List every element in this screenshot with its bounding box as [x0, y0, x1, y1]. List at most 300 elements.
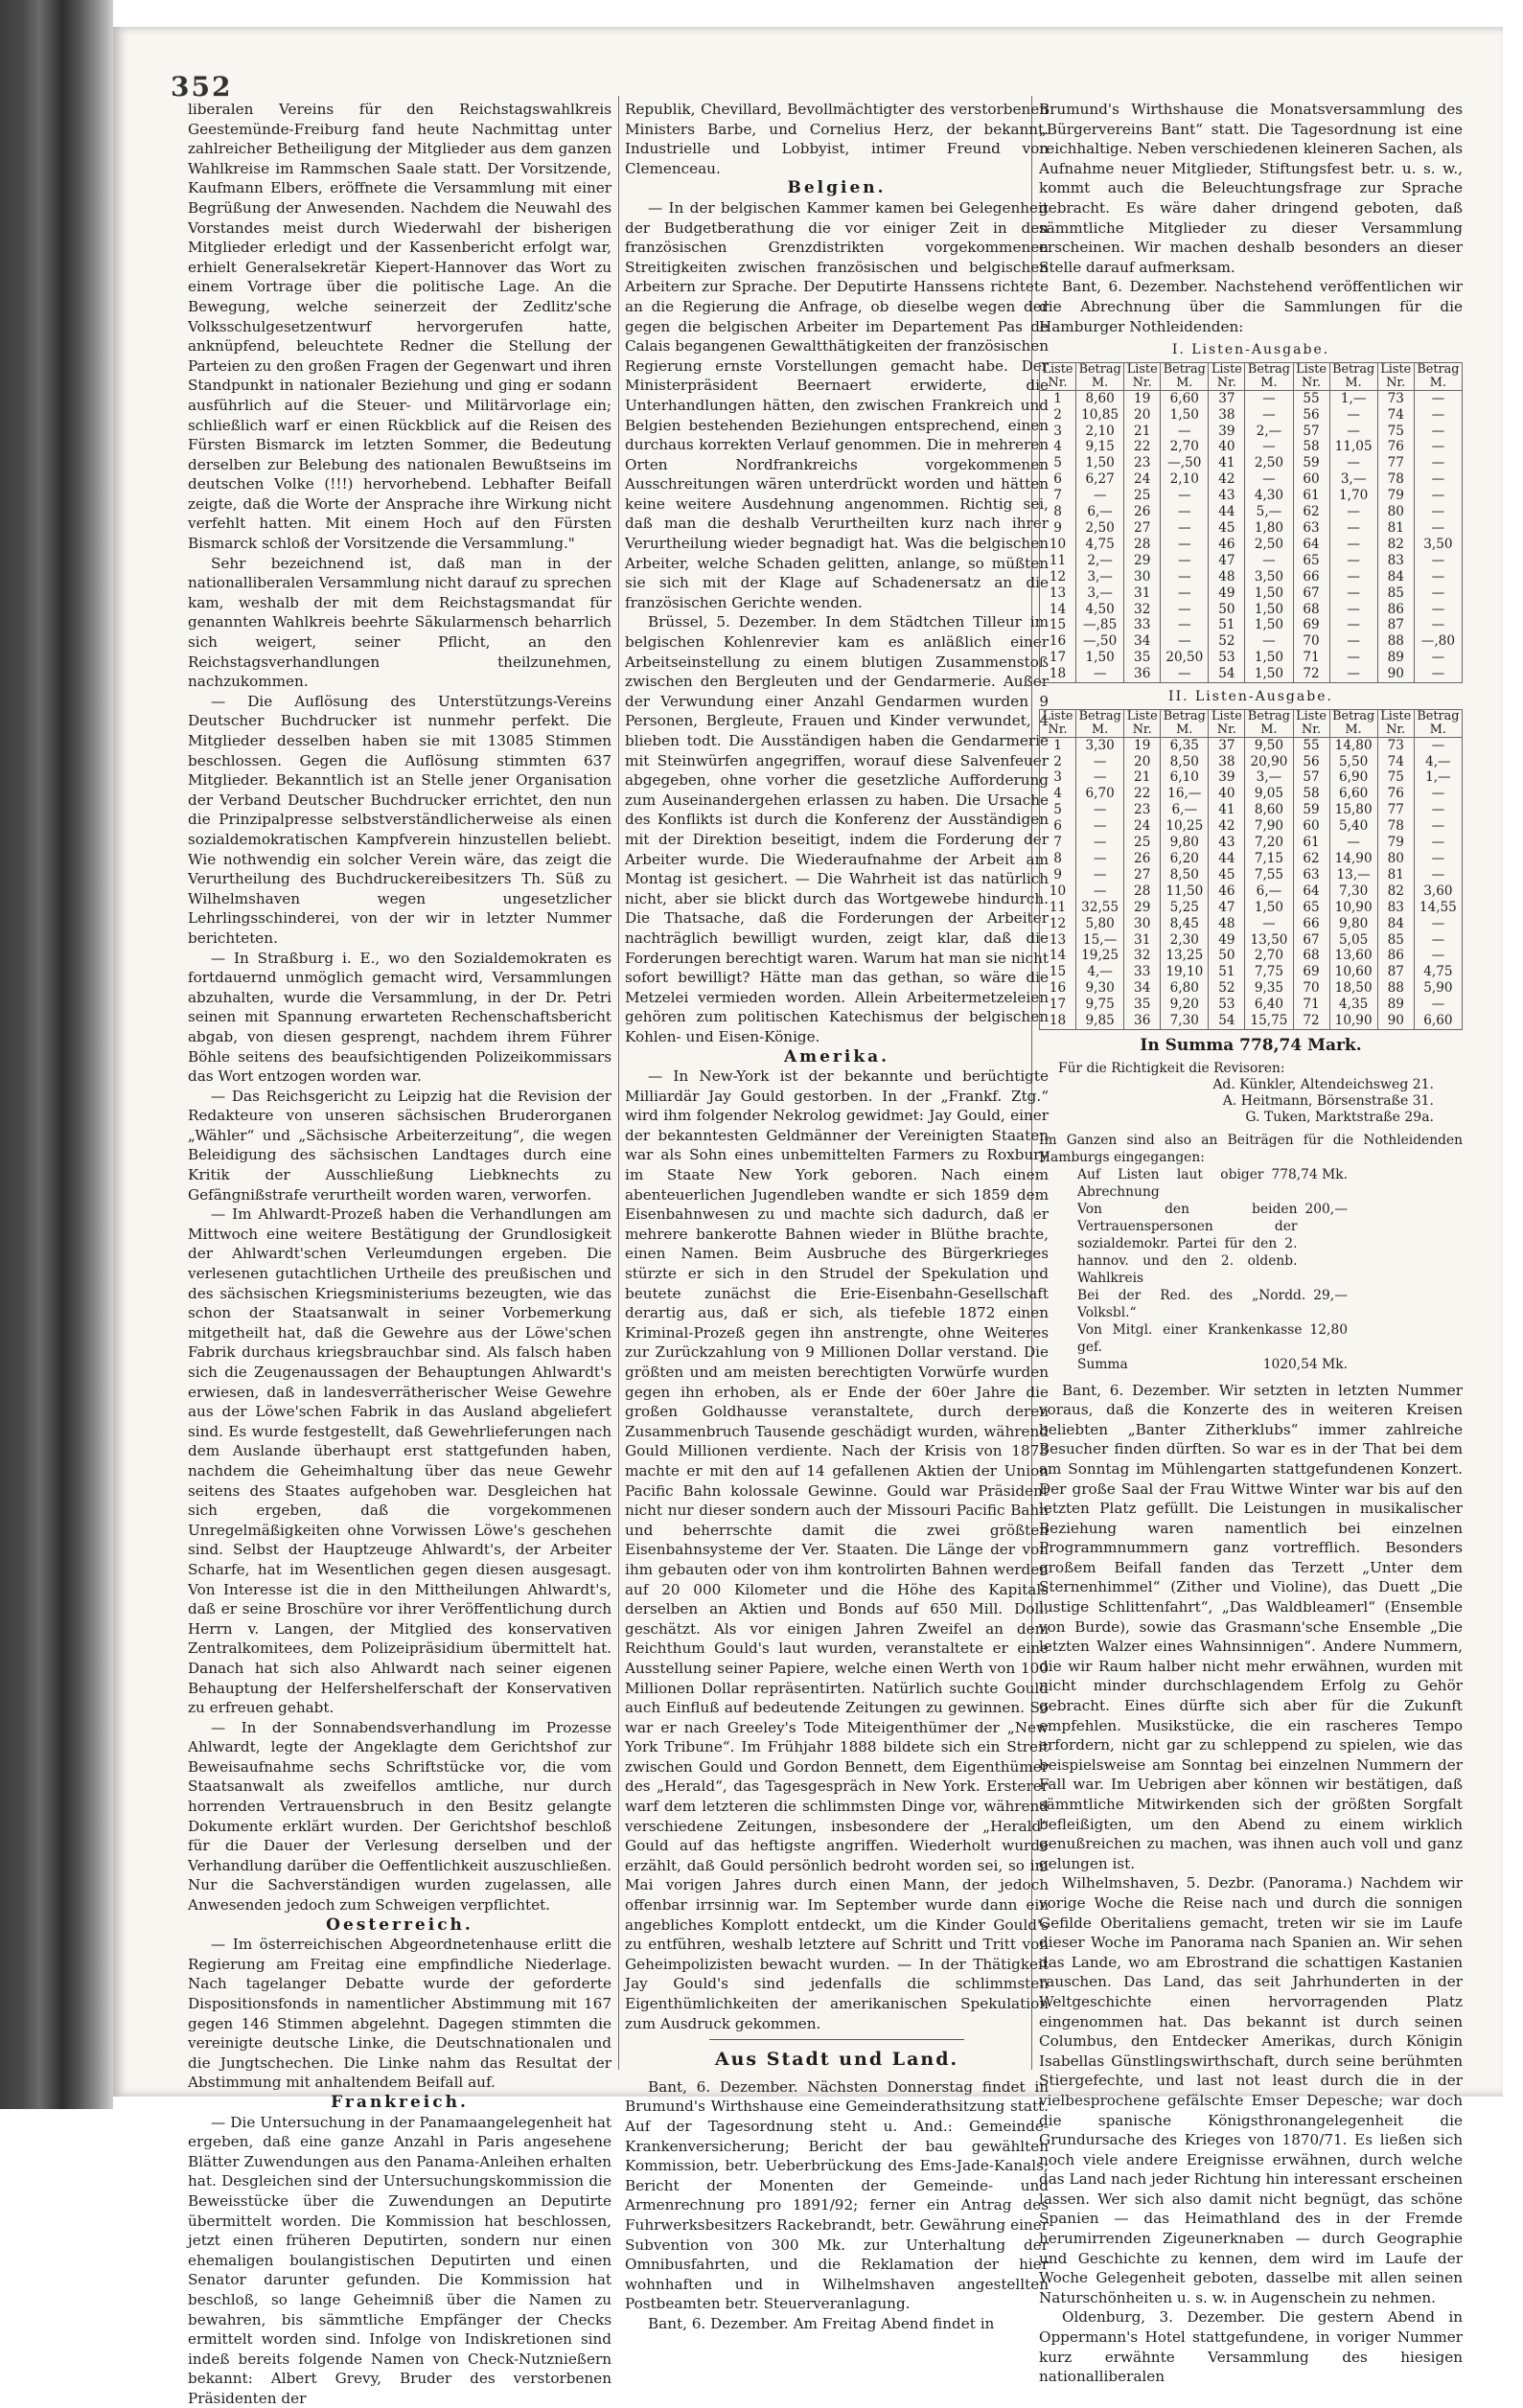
table-row — [1040, 851, 1463, 867]
table-cell: 6 — [1040, 818, 1076, 835]
table-cell: 46 — [1209, 537, 1245, 553]
table-cell: 27 — [1124, 520, 1161, 537]
table-cell: 26 — [1124, 504, 1161, 520]
table-cell: — — [1414, 818, 1462, 835]
table-cell: 36 — [1124, 666, 1161, 682]
table-cell: 5,40 — [1329, 818, 1377, 835]
section-heading-austria: Oesterreich. — [326, 1915, 473, 1935]
table-cell: 4,75 — [1414, 964, 1462, 980]
table-header: Liste Nr. — [1124, 709, 1161, 737]
table-cell: 86 — [1377, 948, 1414, 964]
table-cell: 14,80 — [1329, 737, 1377, 753]
table-cell: 44 — [1209, 851, 1245, 867]
table-row — [1040, 471, 1463, 488]
table-cell: 11,05 — [1329, 439, 1377, 455]
table-cell: — — [1161, 617, 1209, 633]
table-cell: — — [1414, 948, 1462, 964]
table-cell: 85 — [1377, 932, 1414, 949]
table-cell: 7,15 — [1245, 851, 1293, 867]
table-cell: 43 — [1209, 835, 1245, 851]
table-cell: 1 — [1040, 737, 1076, 753]
table-row — [1040, 407, 1463, 424]
table-cell: 13,60 — [1329, 948, 1377, 964]
table-cell: 77 — [1377, 455, 1414, 471]
table-row — [1040, 617, 1463, 633]
ledger — [1039, 1166, 1463, 1373]
table-cell: 6,— — [1076, 504, 1124, 520]
table-cell: 10 — [1040, 883, 1076, 900]
table-cell: 29 — [1124, 553, 1161, 569]
ledger-row — [1039, 1201, 1463, 1287]
table-cell: 9,50 — [1245, 737, 1293, 753]
table-header: Liste Nr. — [1124, 362, 1161, 390]
table-cell: 9 — [1040, 867, 1076, 883]
table-cell: 69 — [1293, 964, 1329, 980]
article-paragraph: Bant, 6. Dezember. Nächsten Donnerstag findet in Brumund's Wirthshause eine Gemeinderathsitzung statt. Auf der Tagesordnung steht u. And.: Gemeinde-Krankenversicherung; Bericht der bau gewählten Kommission, betr. Ueberbrückung des Ems-Jade-Kanals; Bericht der Monenten der Gemeinde- und Armenrechnung pro 1891/92; ferner ein Antrag des Fuhrwerksbesitzers Rackebrandt, betr. Gewährung einer Subvention von 300 Mk. zur Unterhaltung der Omnibusfahrten, und die Reklamation der hier wohnhaften und in Wilhelmshaven angestellten Postbeamten betr. Steuerveranlagung. — [625, 2077, 1049, 2313]
table-cell: 13 — [1040, 585, 1076, 602]
table-cell: 45 — [1209, 867, 1245, 883]
table-cell: 69 — [1293, 617, 1329, 633]
table-cell: 51 — [1209, 964, 1245, 980]
table-cell: 65 — [1293, 553, 1329, 569]
table-cell: 10,60 — [1329, 964, 1377, 980]
table-cell: 76 — [1377, 786, 1414, 802]
signer: A. Heitmann, Börsenstraße 31. — [1222, 1092, 1434, 1109]
table-cell: 1,50 — [1245, 602, 1293, 618]
table-cell: 44 — [1209, 504, 1245, 520]
table-cell: — — [1076, 835, 1124, 851]
table-row — [1040, 786, 1463, 802]
table-cell: — — [1414, 666, 1462, 682]
table-cell: 19 — [1124, 737, 1161, 753]
table-header: Liste Nr. — [1040, 709, 1076, 737]
table-cell: 14,90 — [1329, 851, 1377, 867]
table-cell: 67 — [1293, 585, 1329, 602]
table-cell: — — [1161, 553, 1209, 569]
table-row — [1040, 997, 1463, 1013]
column-right — [1039, 100, 1463, 2386]
table-cell: — — [1414, 569, 1462, 585]
table-cell: 2,70 — [1161, 439, 1209, 455]
table-cell: 1,50 — [1245, 585, 1293, 602]
table-cell: 41 — [1209, 802, 1245, 818]
table-cell: 1,— — [1414, 769, 1462, 786]
ledger-row — [1039, 1287, 1463, 1321]
table-cell: 15,80 — [1329, 802, 1377, 818]
table-cell: 90 — [1377, 1013, 1414, 1029]
verification-note: Für die Richtigkeit die Revisoren: — [1058, 1060, 1285, 1076]
table-cell: 15,— — [1076, 932, 1124, 949]
table-cell: — — [1414, 786, 1462, 802]
table-cell: 10,90 — [1329, 1013, 1377, 1029]
table-cell: 9 — [1040, 520, 1076, 537]
table-header: Betrag M. — [1414, 709, 1462, 737]
table-row — [1040, 980, 1463, 997]
table-row — [1040, 553, 1463, 569]
table-cell: 15 — [1040, 964, 1076, 980]
table-cell: — — [1414, 737, 1462, 753]
table-cell: 54 — [1209, 1013, 1245, 1029]
book-binding — [0, 0, 113, 2109]
table-cell: 4,30 — [1245, 488, 1293, 504]
article-paragraph: Sehr bezeichnend ist, daß man in der nationalliberalen Versammlung nicht darauf zu sprechen kam, weshalb der mit dem Reichstagsmandat für genannten Wahlkreis beehrte Säkularmensch beharrlich sich weigert, seiner Pflicht, an den Reichstagsverhandlungen theilzunehmen, nachzukommen. — [188, 554, 612, 691]
table-cell: 74 — [1377, 407, 1414, 424]
table-cell: 9,85 — [1076, 1013, 1124, 1029]
table-cell: 13,25 — [1161, 948, 1209, 964]
article-paragraph: — Die Untersuchung in der Panamaangelegenheit hat ergeben, daß eine ganze Anzahl in Paris angesehene Blätter Zuwendungen aus den Panama-Anleihen erhalten hat. Desgleichen sind der Untersuchungskommission die Beweisstücke über die Zuwendungen an Deputirte übermittelt worden. Die Kommission hat beschlossen, jetzt einen früheren Deputirten, sondern nur einen ehemaligen boulangistischen Deputirten und einen Senator darunter gefunden. Die Kommission hat beschloß, so lange Geheimniß über die Namen zu bewahren, bis sämmtliche Empfänger der Checks ermittelt worden sind. Infolge von Indiskretionen sind indeß bereits folgende Namen von Check-Nutznießern bekannt: Albert Grevy, Bruder des verstorbenen Präsidenten der — [188, 2113, 612, 2407]
article-paragraph: — In New-York ist der bekannte und berüchtigte Milliardär Jay Gould gestorben. In der „Frankf. Ztg.“ wird ihm folgender Nekrolog gewidmet: Jay Gould, einer der bekanntesten Geldmänner der Vereinigten Staaten war als Sohn eines unbemittelten Farmers zu Roxbury im Staate New York geboren. Nach einem abenteuerlichen Jugendleben wandte er sich 1859 dem Eisenbahnwesen zu und machte sich dadurch, daß er mehrere bankerotte Bahnen wieder in Blüthe brachte, einen Namen. Beim Ausbruche des Bürgerkrieges stürzte er sich in den Strudel der Spekulation und beutete zunächst die Erie-Eisenbahn-Gesellschaft derartig aus, daß er sich, als tiefeble 1872 einen Kriminal-Prozeß gegen ihn anstrengte, ohne Weiteres zur Zurückzahlung von 9 Millionen Dollar verstand. Die größten und am meisten berechtigten Vorwürfe wurden gegen ihn erhoben, als er Ende der 60er Jahre die großen Goldhausse veranstaltete, durch deren Zusammenbruch Tausende geschädigt wurden, während Gould Millionen verdiente. Nach der Krisis von 1873 machte er mit den auf 14 gefallenen Aktien der Union Pacific Bahn kolossale Gewinne. Gould war Präsident nicht nur dieser sondern auch der Missouri Pacific Bahn und beherrschte damit die zwei größten Eisenbahnsysteme der Ver. Staaten. Die Länge der von ihm gebauten oder von ihm kontrolirten Bahnen werden auf 20 000 Kilometer und die Höhe des Kapitals derselben an Aktien und Bonds auf 650 Mill. Doll. geschätzt. Als vor einigen Jahren Zweifel an dem Reichthum Gould's laut wurden, veranstaltete er eine Ausstellung seiner Papiere, welche einen Werth von 100 Millionen Dollar repräsentirten. Natürlich suchte Gould auch Einfluß auf bedeutende Zeitungen zu gewinnen. So war er nach Greeley's Tode Miteigenthümer der „New York Tribune“. Im Frühjahr 1888 bildete sich ein Streit zwischen Gould und Gordon Bennett, dem Eigenthümer des „Herald“, das Tagesgespräch in New York. Ersterer warf dem letzteren die schlimmsten Dinge vor, während verschiedene Zeitungen, insbesondere der „Herald“ Gould auf das heftigste angriffen. Wiederholt wurde erzählt, daß Gould persönlich bedroht worden sei, so im Mai vorigen Jahres durch einen Mann, der jedoch offenbar irrsinnig war. Im September wurde dann ein angebliches Komplott entdeckt, um die Kinder Gould's zu entführen, weshalb letztere auf Schritt und Tritt von Geheimpolizisten bewacht wurden. — In der Thätigkeit Jay Gould's sind jedenfalls die schlimmsten Eigenthümlichkeiten der amerikanischen Spekulation zum Ausdruck gekommen. — [625, 1067, 1049, 2032]
table-cell: — — [1329, 553, 1377, 569]
table-cell: 6,20 — [1161, 851, 1209, 867]
table-cell: 36 — [1124, 1013, 1161, 1029]
table-cell: 48 — [1209, 916, 1245, 932]
table-cell: 52 — [1209, 980, 1245, 997]
table-cell: — — [1414, 851, 1462, 867]
article-paragraph: — Die Auflösung des Unterstützungs-Vereins Deutscher Buchdrucker ist nunmehr perfekt. Die Mitglieder desselben haben sie mit 13085 Stimmen beschlossen. Gegen die Auflösung stimmten 637 Mitglieder. Bekanntlich ist an Stelle jener Organisation der Verband Deutscher Buchdrucker errichtet, den nun die Prinzipalpresse selbstverständlicherweise als einen sozialdemokratischen Kampfverein hinzustellen beliebt. Wie nothwendig ein solcher Verein wäre, das zeigt die Verurtheilung des Buchdruckereibesitzers Th. Süß zu Wilhelmshaven wegen ungesetzlicher Lehrlingsschinderei, von der wir in letzter Nummer berichteten. — [188, 692, 612, 947]
table-cell: 9,05 — [1245, 786, 1293, 802]
table-cell: 60 — [1293, 471, 1329, 488]
table-cell: 20,50 — [1161, 650, 1209, 666]
table-cell: 5,05 — [1329, 932, 1377, 949]
table-cell: — — [1414, 390, 1462, 406]
table-cell: 78 — [1377, 818, 1414, 835]
signer: G. Tuken, Marktstraße 29a. — [1245, 1109, 1434, 1125]
table-cell: 7 — [1040, 835, 1076, 851]
table-cell: 9,35 — [1245, 980, 1293, 997]
table-cell: 81 — [1377, 520, 1414, 537]
table-cell: — — [1414, 488, 1462, 504]
table-cell: 53 — [1209, 997, 1245, 1013]
table-cell: 86 — [1377, 602, 1414, 618]
table-row — [1040, 504, 1463, 520]
ledger-label: Von Mitgl. einer Krankenkasse gef. — [1077, 1321, 1303, 1355]
table-cell: 5,25 — [1161, 900, 1209, 916]
table-cell: 87 — [1377, 617, 1414, 633]
table-cell: — — [1414, 407, 1462, 424]
table-cell: — — [1414, 504, 1462, 520]
table-cell: 17 — [1040, 997, 1076, 1013]
table-cell: 50 — [1209, 948, 1245, 964]
table-row — [1040, 932, 1463, 949]
table-cell: 19 — [1124, 390, 1161, 406]
table-cell: 74 — [1377, 754, 1414, 770]
table-cell: 1,50 — [1245, 900, 1293, 916]
table-cell: 34 — [1124, 980, 1161, 997]
table-cell: — — [1245, 553, 1293, 569]
table-cell: 61 — [1293, 835, 1329, 851]
table-cell: 3,— — [1245, 769, 1293, 786]
table-row — [1040, 1013, 1463, 1029]
table-cell: 40 — [1209, 439, 1245, 455]
table-cell: 19,25 — [1076, 948, 1124, 964]
table-cell: 34 — [1124, 633, 1161, 650]
table-cell: 71 — [1293, 650, 1329, 666]
table-header: Betrag M. — [1076, 709, 1124, 737]
table-cell: 2,— — [1076, 553, 1124, 569]
table-header: Liste Nr. — [1377, 362, 1414, 390]
table-cell: 1,50 — [1245, 617, 1293, 633]
article-paragraph: — Im Ahlwardt-Prozeß haben die Verhandlungen am Mittwoch eine weitere Bestätigung der Grundlosigkeit der Ahlwardt'schen Verleumdungen ergeben. Die verlesenen gutachtlichen Urtheile des preußischen und des sächsischen Kriegsministeriums bezeugten, wie das schon der Staatsanwalt in seiner Vorbemerkung mitgetheilt hat, daß die Gewehre aus der Löwe'schen Fabrik durchaus kriegsbrauchbar sind. Als falsch haben sich die Zeugenaussagen der Behauptungen Ahlwardt's erwiesen, daß in landesverrätherischer Weise Gewehre aus der Löwe'schen Fabrik in das Ausland abgeliefert sind. Es wurde festgestellt, daß Gewehrlieferungen nach dem Auslande überhaupt erst stattgefunden haben, nachdem die Geheimhaltung über das neue Gewehr seitens des Staates aufgehoben war. Desgleichen hat sich ergeben, daß die vorgekommenen Unregelmäßigkeiten ohne Vorwissen Löwe's geschehen sind. Selbst der Hauptzeuge Ahlwardt's, der Arbeiter Scharfe, hat im Wesentlichen gegen diesen ausgesagt. Von Interesse ist die in den Mittheilungen Ahlwardt's, daß er seine Broschüre vor ihrer Veröffentlichung durch Herrn v. Langen, der Mitglied des konservativen Zentralkomitees, dem Polizeipräsidium übermittelt hat. Danach hat sich also Ahlwardt nach seiner eigenen Behauptung der Helfershelferschaft der Konservativen zu erfreuen gehabt. — [188, 1205, 612, 1717]
article-paragraph: — In der Sonnabendsverhandlung im Prozesse Ahlwardt, legte der Angeklagte dem Gerichtshof zur Beweisaufnahme sechs Schriftstücke vor, die vom Staatsanwalt als zweifellos amtliche, nur durch horrenden Vertrauensbruch in den Besitz gelangte Dokumente erklärt wurden. Der Gerichtshof beschloß für die Dauer der Verlesung derselben und der Verhandlung darüber die Oeffentlichkeit auszuschließen. Nur die Sachverständigen wurden zugelassen, alle Anwesenden jedoch zum Schweigen verpflichtet. — [188, 1718, 612, 1915]
ledger-label: Von den beiden Vertrauenspersonen der sozialdemokr. Partei für den 2. hannov. und den 2. oldenb. Wahlkreis — [1077, 1201, 1298, 1286]
table-cell: 90 — [1377, 666, 1414, 682]
table-cell: — — [1329, 569, 1377, 585]
table-cell: 9,80 — [1329, 916, 1377, 932]
table-cell: 64 — [1293, 883, 1329, 900]
table-row — [1040, 835, 1463, 851]
table-cell: 71 — [1293, 997, 1329, 1013]
table-cell: 78 — [1377, 471, 1414, 488]
table-cell: 5,90 — [1414, 980, 1462, 997]
table-cell: — — [1245, 633, 1293, 650]
table-cell: 57 — [1293, 769, 1329, 786]
table-row — [1040, 424, 1463, 440]
table-cell: — — [1076, 488, 1124, 504]
table-row — [1040, 585, 1463, 602]
table-cell: 6,60 — [1161, 390, 1209, 406]
table-cell: — — [1414, 835, 1462, 851]
table-cell: 68 — [1293, 948, 1329, 964]
table-cell: 35 — [1124, 650, 1161, 666]
table-cell: 16 — [1040, 633, 1076, 650]
table-cell: — — [1329, 504, 1377, 520]
table-cell: — — [1329, 424, 1377, 440]
table-cell: 22 — [1124, 786, 1161, 802]
table-cell: 38 — [1209, 754, 1245, 770]
table-cell: —,50 — [1076, 633, 1124, 650]
table-cell: 21 — [1124, 769, 1161, 786]
table-cell: 16 — [1040, 980, 1076, 997]
table-cell: 64 — [1293, 537, 1329, 553]
table-cell: 5 — [1040, 802, 1076, 818]
table-cell: 8,60 — [1076, 390, 1124, 406]
table-cell: 6,40 — [1245, 997, 1293, 1013]
table-cell: 81 — [1377, 867, 1414, 883]
table-cell: — — [1414, 932, 1462, 949]
table-cell: 11 — [1040, 900, 1076, 916]
table-cell: — — [1414, 455, 1462, 471]
table-cell: 68 — [1293, 602, 1329, 618]
table-cell: 61 — [1293, 488, 1329, 504]
table-cell: 3,60 — [1414, 883, 1462, 900]
table-cell: 6,90 — [1329, 769, 1377, 786]
table-cell: — — [1329, 455, 1377, 471]
table-cell: 19,10 — [1161, 964, 1209, 980]
table-cell: —,80 — [1414, 633, 1462, 650]
table-cell: 6,10 — [1161, 769, 1209, 786]
table-cell: 65 — [1293, 900, 1329, 916]
table-row — [1040, 569, 1463, 585]
table-cell: 10,25 — [1161, 818, 1209, 835]
article-paragraph: — Im österreichischen Abgeordnetenhause erlitt die Regierung am Freitag eine empfindliche Niederlage. Nach tagelanger Debatte wurde der geforderte Dispositionsfonds in namentlicher Abstimmung mit 167 gegen 146 Stimmen abgelehnt. Dagegen stimmten die vereinigte deutsche Linke, die Deutschnationalen und die Jungtschechen. Die Linke nahm das Resultat der Abstimmung mit anhaltendem Beifall auf. — [188, 1936, 612, 2092]
table-cell: 22 — [1124, 439, 1161, 455]
table-cell: 2,50 — [1076, 520, 1124, 537]
table-cell: 2,50 — [1245, 537, 1293, 553]
table-cell: 43 — [1209, 488, 1245, 504]
table-cell: 58 — [1293, 439, 1329, 455]
table-cell: 59 — [1293, 455, 1329, 471]
table-cell: 42 — [1209, 471, 1245, 488]
table-cell: 26 — [1124, 851, 1161, 867]
table-cell: — — [1329, 633, 1377, 650]
table-cell: — — [1329, 617, 1377, 633]
article-paragraph: Brüssel, 5. Dezember. In dem Städtchen Tilleur im belgischen Kohlenrevier kam es anläßlich einer Arbeitseinstellung zu einem blutigen Zusammenstoß zwischen den Bergleuten und der Gendarmerie. Außer der Verwundung einer Anzahl Gendarmen wurden 9 Personen, Bergleute, Frauen und Kinder verwundet, 4 blieben todt. Die Ausständigen haben die Gendarmerie mit Steinwürfen angegriffen, worauf diese Salvenfeuer abgegeben, ohne vorher die gesetzliche Aufforderung zum Auseinandergehen erlassen zu haben. Die Ursache des Konflikts ist durch die Konferenz der Ausständigen mit der Direktion beseitigt, indem die Forderung der Arbeiter wurde. Die Wiederaufnahme der Arbeit am Montag ist gesichert. — Die Wahrheit ist das natürlich nicht, aber sie blickt durch das Wortgewebe hindurch. Die Thatsache, daß die Forderungen der Arbeiter nachträglich bewilligt wurden, zeigt klar, daß die Forderungen berechtigt waren. Warum hat man sie nicht sofort bewilligt? Hätte man das gethan, so wäre die Metzelei vermieden worden. Allein Arbeitermetzeleien gehören zum politischen Katechismus der belgischen Kohlen- und Eisen-Könige. — [625, 613, 1049, 1045]
table-cell: 3,— — [1076, 569, 1124, 585]
table-cell: 1,50 — [1076, 650, 1124, 666]
table-cell: 13,— — [1329, 867, 1377, 883]
table-cell: — — [1414, 553, 1462, 569]
table-cell: 18 — [1040, 666, 1076, 682]
article-paragraph: Brumund's Wirthshause die Monatsversammlung des „Bürgervereins Bant“ statt. Die Tagesordnung ist eine reichhaltige. Neben verschiedenen kleineren Sachen, als Aufnahme neuer Mitglieder, Stiftungsfest betr. u. s. w., kommt auch die Beleuchtungsfrage zur Sprache gebracht. Es wäre daher dringend geboten, daß sämmtliche Mitglieder zu dieser Versammlung erscheinen. Wir machen deshalb besonders an dieser Stelle darauf aufmerksam. — [1039, 101, 1463, 276]
table-cell: — — [1414, 650, 1462, 666]
table-cell: 6,60 — [1329, 786, 1377, 802]
table-header: Liste Nr. — [1209, 709, 1245, 737]
table-cell: 1,80 — [1245, 520, 1293, 537]
ledger-value: 12,80 — [1309, 1321, 1348, 1338]
table-cell: 31 — [1124, 585, 1161, 602]
table-cell: 7,90 — [1245, 818, 1293, 835]
table-cell: 49 — [1209, 932, 1245, 949]
table-cell: 77 — [1377, 802, 1414, 818]
table-cell: 33 — [1124, 964, 1161, 980]
ledger-row — [1039, 1321, 1463, 1356]
table-row — [1040, 602, 1463, 618]
table-cell: — — [1414, 439, 1462, 455]
table-cell: 14 — [1040, 948, 1076, 964]
table-cell: 6,27 — [1076, 471, 1124, 488]
table-cell: 47 — [1209, 553, 1245, 569]
section-heading-local: Aus Stadt und Land. — [714, 2049, 959, 2071]
table-cell: 39 — [1209, 769, 1245, 786]
table-cell: 3,30 — [1076, 737, 1124, 753]
table-cell: —,85 — [1076, 617, 1124, 633]
table-cell: 51 — [1209, 617, 1245, 633]
table-cell: — — [1414, 585, 1462, 602]
table-cell: 80 — [1377, 851, 1414, 867]
table-cell: 6,80 — [1161, 980, 1209, 997]
table-cell: 6,— — [1161, 802, 1209, 818]
table-cell: 8,60 — [1245, 802, 1293, 818]
table-cell: 79 — [1377, 488, 1414, 504]
table-row — [1040, 439, 1463, 455]
table-cell: 12 — [1040, 569, 1076, 585]
table-row — [1040, 964, 1463, 980]
ledger-label: Summa — [1077, 1356, 1128, 1372]
table-row — [1040, 650, 1463, 666]
table-cell: 29 — [1124, 900, 1161, 916]
table-cell: — — [1414, 867, 1462, 883]
column-middle — [625, 100, 1049, 2332]
table-cell: 38 — [1209, 407, 1245, 424]
table-cell: — — [1414, 997, 1462, 1013]
table-cell: 2,— — [1245, 424, 1293, 440]
table-cell: 10 — [1040, 537, 1076, 553]
table-cell: 9,15 — [1076, 439, 1124, 455]
table-cell: — — [1076, 754, 1124, 770]
table-cell: 8 — [1040, 851, 1076, 867]
table-cell: — — [1245, 407, 1293, 424]
table-cell: 83 — [1377, 553, 1414, 569]
table-cell: 23 — [1124, 802, 1161, 818]
donations-table-1 — [1039, 362, 1463, 683]
article-paragraph: Republik, Chevillard, Bevollmächtigter des verstorbenen Ministers Barbe, und Cornelius Herz, der bekannt. Industrielle und Lobbyist, intimer Freund von Clemenceau. — [625, 101, 1049, 177]
table-cell: 15,75 — [1245, 1013, 1293, 1029]
table-row — [1040, 488, 1463, 504]
table-cell: 56 — [1293, 754, 1329, 770]
section-heading-belgium: Belgien. — [787, 178, 887, 198]
table-cell: 23 — [1124, 455, 1161, 471]
table-cell: 13,50 — [1245, 932, 1293, 949]
table-cell: 62 — [1293, 504, 1329, 520]
table-cell: 63 — [1293, 520, 1329, 537]
table-row — [1040, 633, 1463, 650]
divider — [709, 2039, 963, 2040]
table-cell: 5,80 — [1076, 916, 1124, 932]
table-cell: — — [1076, 883, 1124, 900]
ledger-value: 1020,54 Mk. — [1262, 1356, 1348, 1372]
table-cell: 32,55 — [1076, 900, 1124, 916]
table-cell: 11,50 — [1161, 883, 1209, 900]
table-cell: — — [1329, 520, 1377, 537]
table-row — [1040, 754, 1463, 770]
table-cell: — — [1161, 602, 1209, 618]
table-cell: 89 — [1377, 650, 1414, 666]
table-cell: 8,45 — [1161, 916, 1209, 932]
table-cell: 5 — [1040, 455, 1076, 471]
table-cell: 3 — [1040, 769, 1076, 786]
table-cell: 42 — [1209, 818, 1245, 835]
table-header: Liste Nr. — [1293, 362, 1329, 390]
article-paragraph: Bant, 6. Dezember. Am Freitag Abend findet in — [648, 2314, 995, 2332]
table-title: II. Listen-Ausgabe. — [1168, 689, 1333, 705]
table-cell: 49 — [1209, 585, 1245, 602]
table-header: Betrag M. — [1076, 362, 1124, 390]
table-cell: 52 — [1209, 633, 1245, 650]
donations-table-2 — [1039, 709, 1463, 1030]
table-cell: 87 — [1377, 964, 1414, 980]
table-cell: 17 — [1040, 650, 1076, 666]
table-cell: 41 — [1209, 455, 1245, 471]
table-cell: — — [1329, 407, 1377, 424]
table-header: Betrag M. — [1245, 362, 1293, 390]
table-cell: — — [1329, 537, 1377, 553]
table-cell: — — [1329, 585, 1377, 602]
table-cell: 80 — [1377, 504, 1414, 520]
table-cell: — — [1161, 537, 1209, 553]
ledger-value: 778,74 Mk. — [1271, 1166, 1348, 1182]
ledger-row — [1039, 1166, 1463, 1201]
table-cell: 8 — [1040, 504, 1076, 520]
article-paragraph: — In der belgischen Kammer kamen bei Gelegenheit der Budgetberathung die vor einiger Zeit in den französischen Grenzdistrikten vorgekommenen Streitigkeiten zwischen französischen und belgischen Arbeitern zur Sprache. Der Deputirte Hanssens richtete an die Regierung die Anfrage, ob dieselbe wegen der gegen die belgischen Arbeiter im Departement Pas de Calais begangenen Gewaltthätigkeiten der französischen Regierung ernste Vorstellungen gemacht habe. Der Ministerpräsident Beernaert erwiderte, die Unterhandlungen hätten, den zwischen Frankreich und Belgien bestehenden Beziehungen entsprechend, einen durchaus korrekten Verlauf genommen. Die in mehreren Orten Nordfrankreichs vorgekommenen Ausschreitungen wären unterdrückt worden und hätten keine weitere Ausdehnung angenommen. Richtig sei, daß man die deshalb Verurtheilten kurz nach ihrer Verurtheilung wieder begnadigt hat. Was die belgischen Arbeiter, welche Schaden gelitten, anlange, so müßten sie sich mit der Klage auf Schadenersatz an die französischen Gerichte wenden. — [625, 198, 1049, 611]
table-cell: 3,50 — [1245, 569, 1293, 585]
table-cell: 40 — [1209, 786, 1245, 802]
table-cell: 4,75 — [1076, 537, 1124, 553]
table-cell: — — [1161, 633, 1209, 650]
article-paragraph: — Das Reichsgericht zu Leipzig hat die Revision der Redakteure von unseren sächsischen Bruderorganen „Wähler“ und „Sächsische Arbeiterzeitung“, die wegen Beleidigung des sächsischen Landtages durch eine Kritik der Ausschließung Liebknechts zu Gefängnißstrafe verurtheilt worden waren, verworfen. — [188, 1087, 612, 1204]
article-paragraph: Bant, 6. Dezember. Wir setzten in letzten Nummer voraus, daß die Konzerte des in weiteren Kreisen beliebten „Banter Zitherklubs“ immer zahlreiche Besucher finden dürften. So war es in der That bei dem am Sonntag im Mühlengarten stattgefundenen Konzert. Der große Saal der Frau Wittwe Winter war bis auf den letzten Platz gefüllt. Die Leistungen in musikalischer Beziehung waren namentlich bei einzelnen Programmnummern ganz vortrefflich. Besonders großem Beifall fanden das Terzett „Unter dem Sternenhimmel“ (Zither und Violine), das Duett „Die lustige Schlittenfahrt“, „Das Waldbleamerl“ (Ensemble von Burde), sowie das Grasmann'sche Ensemble „Die letzten Walzer eines Wahnsinnigen“. Andere Nummern, die wir Raum halber nicht mehr erwähnen, wurden mit nicht minder durchschlagendem Erfolg zu Gehör gebracht. Eines dürfte sich aber für die Zukunft empfehlen. Musikstücke, die ein rascheres Tempo erfordern, nicht gar zu schleppend zu spielen, wie das beispielsweise am Sonntag bei einzelnen Nummern der Fall war. Im Uebrigen aber können wir bestätigen, daß sämmtliche Mitwirkenden sich der größten Sorgfalt befleißigten, um den Abend zu einem wirklich genußreichen zu machen, was ihnen auch voll und ganz gelungen ist. — [1039, 1381, 1463, 1872]
table-cell: 7 — [1040, 488, 1076, 504]
table-cell: 39 — [1209, 424, 1245, 440]
table-cell: 21 — [1124, 424, 1161, 440]
table-cell: — — [1161, 520, 1209, 537]
table-cell: 20 — [1124, 407, 1161, 424]
table-cell: — — [1161, 666, 1209, 682]
table-cell: 7,30 — [1161, 1013, 1209, 1029]
table-cell: 2 — [1040, 407, 1076, 424]
table-cell: 30 — [1124, 569, 1161, 585]
table-cell: 24 — [1124, 471, 1161, 488]
table-cell: 1,70 — [1329, 488, 1377, 504]
